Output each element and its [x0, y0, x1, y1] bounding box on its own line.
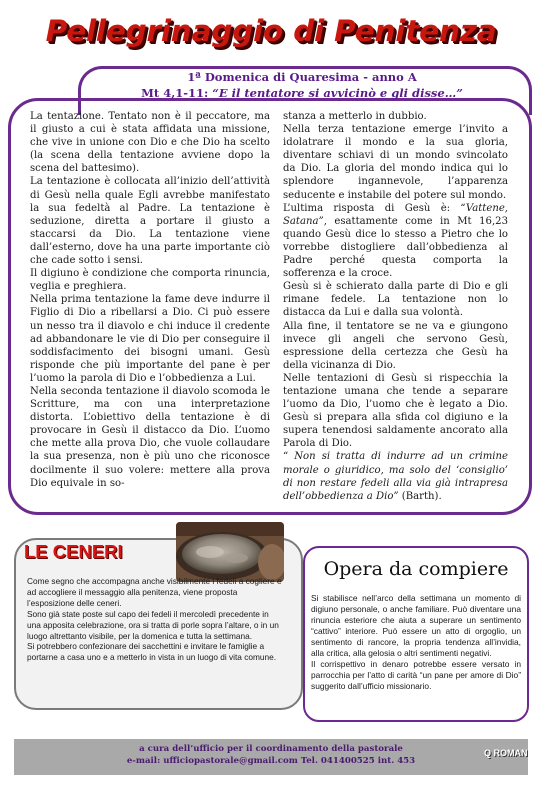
paragraph: Alla fine, il tentatore se ne va e giungono invece gli angeli che servono Gesù, espressione della certezza che Gesù ha della vicinanza di Dio. — [283, 320, 508, 371]
ceneri-title: LE CENERI — [24, 541, 123, 562]
paragraph: La tentazione. Tentato non è il peccatore, ma il giusto a cui è stata affidata una missione, che vive in unione con Dio e che Dio ha scelto (la scena della tentazione avviene dopo la scena del battesimo). — [30, 111, 270, 175]
paragraph: Il digiuno è condizione che comporta rinuncia, veglia e preghiera. — [30, 268, 270, 293]
paragraph: Nella seconda tentazione il diavolo scomoda le Scritture, ma con una interpretazione distorta. L’obiettivo della tentazione è di provocare in Gesù il distacco da Dio. L’uomo che mette alla prova Dio, che vuole collaudare la sua presenza, non è più uno che riconosce docilmente il suo volere: mettere alla prova Dio equivale in so- — [30, 385, 270, 489]
paragraph — [283, 450, 508, 502]
paragraph: La tentazione è collocata all’inizio dell’attività di Gesù nella quale Egli avrebbe manifestato la sua fedeltà al Padre. La tentazione è seduzione, diretta a portare il giusto a staccarsi da Dio. La tentazione viene dall’esterno, dove ha una parte importante ciò che cade sotto i sensi. — [30, 176, 270, 267]
gospel-reference — [80, 86, 524, 100]
text-span: , esattamente come in Mt 16,23 quando Gesù dice lo stesso a Pietro che lo vorrebbe distogliere dall’obbedienza al Padre perché questa comporta la sofferenza e la croce. — [283, 215, 508, 280]
ashes-photo — [176, 522, 284, 582]
paragraph: Il corrispettivo in denaro potrebbe essere versato in parrocchia per l’atto di carità “un pane per amore di Dio” suggerito dall’ufficio missionario. — [311, 659, 521, 691]
text-span: L’ultima risposta di Gesù è: — [283, 202, 461, 214]
text-span: (Barth). — [398, 490, 442, 502]
paragraph: Gesù si è schierato dalla parte di Dio e gli rimane fedele. La tentazione non lo distacca da Lui e dalla sua volontà. — [283, 281, 508, 319]
footer-logo: Q ROMAN — [484, 748, 528, 758]
footer-credit: a cura dell’ufficio per il coordinamento della pastorale — [139, 744, 403, 754]
page-title: Pellegrinaggio di Penitenza — [45, 14, 497, 48]
article-left-column — [30, 110, 270, 490]
gospel-quote: “E il tentatore si avvicinò e gli disse…” — [212, 86, 463, 100]
paragraph: stanza a metterlo in dubbio. — [283, 111, 427, 122]
paragraph: Si potrebbero confezionare dei sacchettini e invitare le famiglie a portarne a casa uno e a metterlo in vista in un luogo di vita comune. — [27, 641, 277, 663]
paragraph: Come segno che accompagna anche visibilmente i fedeli a cogliere e ad accogliere il messaggio alla penitenza, viene proposta l’esposizione delle ceneri. — [27, 576, 282, 608]
paragraph: Nella terza tentazione emerge l’invito a idolatrare il mondo e la sua gloria, diventare schiavi di un mondo svincolato da Dio. La gloria del mondo indica qui lo splendore ingannevole, l’apparenza seducente e instabile del potere sul mondo. — [283, 124, 508, 201]
quote-span: “Vattene, Satana” — [283, 202, 508, 227]
article-right-column — [283, 110, 508, 503]
liturgy-heading: 1ª Domenica di Quaresima - anno A — [187, 70, 417, 84]
paragraph — [283, 202, 508, 281]
gospel-ref: Mt 4,1-11: — [141, 86, 213, 100]
paragraph: Sono già state poste sul capo dei fedeli il mercoledì precedente in una apposita celebrazione, ora si tratta di porle sopra l’altare, o in un luogo altrettanto visibile, per la domenica e tutta la settimana. — [27, 608, 279, 641]
opera-title: Opera da compiere — [323, 558, 509, 580]
paragraph: Si stabilisce nell’arco della settimana un momento di digiuno personale, o anche familiare. Può diventare una rinuncia esteriore che aiuta a superare un sentimento “cattivo” interiore. Può essere un atto di orgoglio, un sentimento di rancore, la propria tendenza all’invidia, alla critica, alla gelosia o altri sentimenti negativi. — [311, 593, 521, 658]
paragraph: Nelle tentazioni di Gesù si rispecchia la tentazione umana che tende a separare l’uomo da Dio, l’uomo che è legato a Dio. Gesù si prepara alla sfida col digiuno e la supera tenendosi saldamente ancorato alla Parola di Dio. — [283, 372, 508, 450]
ceneri-text — [27, 576, 283, 663]
opera-text — [311, 593, 521, 692]
barth-quote: “ Non si tratta di indurre ad un crimine morale o giuridico, ma solo del ‘consiglio’ di non restare fedeli alla via già intrapresa dell’obbedienza a Dio” — [283, 451, 508, 502]
footer-contact: e-mail: ufficiopastorale@gmail.com Tel. 041400525 int. 453 — [126, 756, 416, 766]
paragraph: Nella prima tentazione la fame deve indurre il Figlio di Dio a ribellarsi a Dio. Ci può essere un nesso tra il diavolo e chi induce il credente ad abbandonare le vie di Dio per conseguire il soddisfacimento dei bisogni umani. Gesù risponde che più importante del pane è per l’uomo la parola di Dio e l’obbedienza a Lui. — [30, 294, 270, 384]
